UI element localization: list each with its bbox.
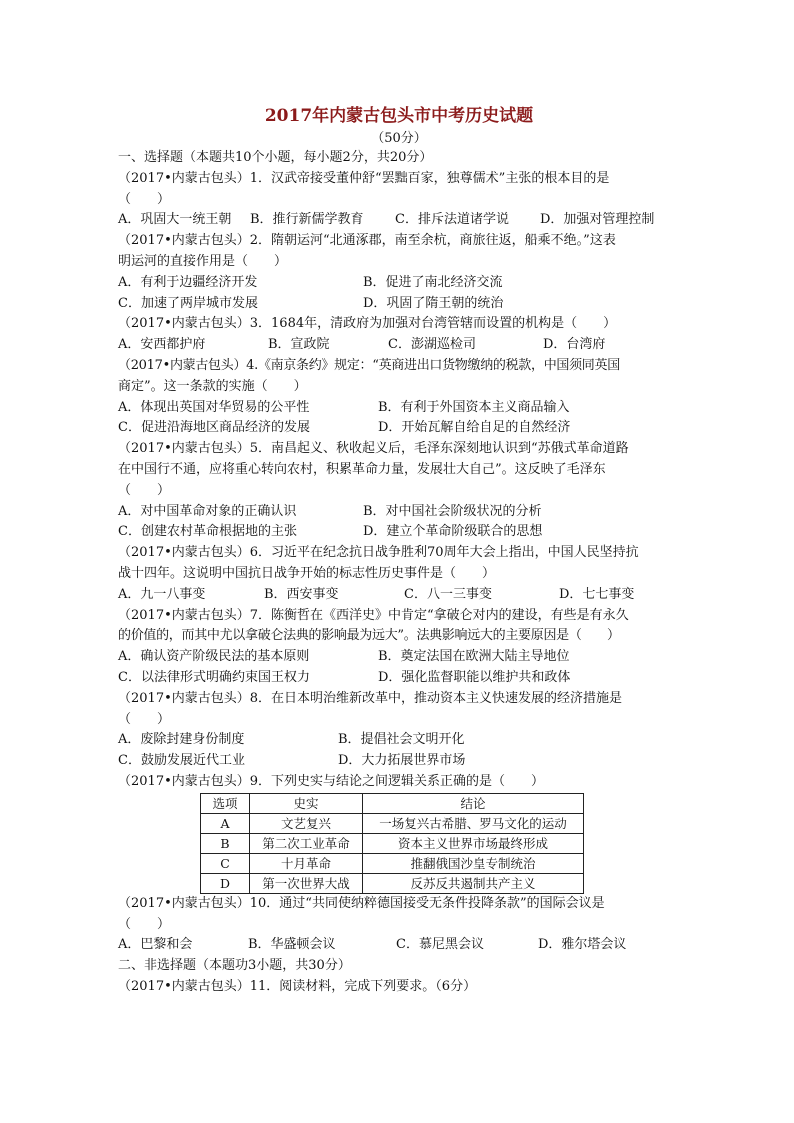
question-6-stem: （2017•内蒙古包头）6．习近平在纪念抗日战争胜利70周年大会上指出，中国人民坚持抗: [118, 545, 639, 561]
table-cell: 资本主义世界市场最终形成: [363, 833, 584, 853]
option-b: B．推行新儒学教育: [250, 212, 364, 228]
option-b: B．对中国社会阶级状况的分析: [363, 503, 542, 519]
question-11-stem: （2017•内蒙古包头）11．阅读材料，完成下列要求。（6分）: [118, 978, 477, 994]
section-heading: 一、选择题（本题共10个小题，每小题2分，共20分）: [118, 150, 433, 165]
option-a: A．巴黎和会: [118, 937, 193, 953]
option-d: D．开始瓦解自给自足的自然经济: [378, 420, 571, 436]
question-10-stem: （2017•内蒙古包头）10．通过“共同使纳粹德国接受无条件投降条款”的国际会议是: [118, 895, 605, 911]
question-2-options-row1: [118, 273, 680, 294]
option-c: C．创建农村革命根据地的主张: [118, 524, 297, 540]
table-row: [201, 813, 584, 833]
table-cell: 十月革命: [250, 853, 363, 873]
table-cell: 第二次工业革命: [250, 833, 363, 853]
question-5-options-row1: [118, 502, 680, 523]
question-5-stem: （2017•内蒙古包头）5．南昌起义、秋收起义后，毛泽东深刻地认识到“苏俄式革命道路: [118, 441, 629, 457]
option-c: C．加速了两岸城市发展: [118, 295, 258, 311]
question-7-stem: （2017•内蒙古包头）7．陈衡哲在《西洋史》中肯定“拿破仑对内的建设，有些是有永久: [118, 607, 629, 623]
option-d: D．大力拓展世界市场: [338, 753, 466, 769]
table-cell: 第一次世界大战: [250, 873, 363, 893]
question-7-options-row1: [118, 647, 680, 668]
question-4-options-row1: [118, 398, 680, 419]
option-a: A．对中国革命对象的正确认识: [118, 503, 297, 519]
section-heading: 二、非选择题（本题功3小题，共30分）: [118, 958, 351, 974]
option-a: A．确认资产阶级民法的基本原则: [118, 649, 310, 665]
question-9-stem: （2017•内蒙古包头）9．下列史实与结论之间逻辑关系正确的是（ ）: [118, 773, 545, 789]
option-b: B．华盛顿会议: [248, 937, 336, 953]
question-1-blank: （ ）: [118, 191, 171, 207]
question-8-options-row2: [118, 751, 680, 772]
option-d: D．加强对管理控制: [540, 212, 655, 228]
option-a: A．安西都护府: [118, 337, 206, 353]
option-d: D．台湾府: [543, 337, 606, 353]
option-a: A．废除封建身份制度: [118, 732, 245, 748]
option-c: C．鼓励发展近代工业: [118, 753, 245, 769]
question-4-stem-cont: 商定”。这一条款的实施（ ）: [118, 378, 307, 394]
table-cell: D: [201, 873, 250, 893]
question-5-stem-cont: 在中国行不通，应将重心转向农村，积累革命力量，发展壮大自己”。这反映了毛泽东: [118, 461, 606, 477]
table-row: [201, 833, 584, 853]
table-cell: 文艺复兴: [250, 813, 363, 833]
option-c: C．澎湖巡检司: [388, 337, 476, 353]
table-row: [201, 873, 584, 893]
exam-document: [118, 104, 680, 998]
question-5-blank: （ ）: [118, 482, 171, 498]
option-b: B．促进了南北经济交流: [363, 274, 503, 290]
option-c: C．慕尼黑会议: [396, 937, 484, 953]
question-2-stem-cont: 明运河的直接作用是（ ）: [118, 253, 288, 269]
question-8-options-row1: [118, 730, 680, 751]
question-10-blank: （ ）: [118, 916, 171, 932]
question-6-stem-cont: 战十四年。这说明中国抗日战争开始的标志性历史事件是（ ）: [118, 565, 496, 581]
option-b: B．奠定法国在欧洲大陆主导地位: [378, 649, 570, 665]
table-cell: 一场复兴古希腊、罗马文化的运动: [363, 813, 584, 833]
question-8-stem: （2017•内蒙古包头）8．在日本明治维新改革中，推动资本主义快速发展的经济措施是: [118, 690, 623, 706]
question-1-stem: （2017•内蒙古包头）1．汉武帝接受董仲舒“罢黜百家，独尊儒术”主张的根本目的是: [118, 170, 610, 186]
question-2-options-row2: [118, 294, 680, 315]
table-row: [201, 853, 584, 873]
question-8-blank: （ ）: [118, 711, 171, 727]
question-3-options: [118, 335, 680, 356]
table-cell: 推翻俄国沙皇专制统治: [363, 853, 584, 873]
question-3-stem: （2017•内蒙古包头）3．1684年，清政府为加强对台湾管辖而设置的机构是（ ）: [118, 316, 617, 332]
option-d: D．巩固了隋王朝的统治: [363, 295, 504, 311]
table-header-row: [201, 793, 584, 813]
option-d: D．七七事变: [559, 586, 635, 602]
option-b: B．提倡社会文明开化: [338, 732, 465, 748]
question-7-options-row2: [118, 668, 680, 689]
table-cell: 反苏反共遏制共产主义: [363, 873, 584, 893]
question-2-stem: （2017•内蒙古包头）2．隋朝运河“北通涿郡，南至余杭，商旅往返，船乘不绝。”这表: [118, 233, 616, 249]
option-b: B．有利于外国资本主义商品输入: [378, 399, 570, 415]
question-10-options: [118, 935, 680, 956]
table-header: 选项: [201, 793, 250, 813]
option-a: A．有利于边疆经济开发: [118, 274, 258, 290]
option-c: C．促进沿海地区商品经济的发展: [118, 420, 310, 436]
table-header: 结论: [363, 793, 584, 813]
option-b: B．宣政院: [268, 337, 330, 353]
table-header: 史实: [250, 793, 363, 813]
question-4-stem: （2017•内蒙古包头）4.《南京条约》规定：“英商进出口货物缴纳的税款，中国须同英国: [118, 357, 620, 373]
option-c: C．排斥法道诸学说: [395, 212, 509, 228]
option-b: B．西安事变: [264, 586, 339, 602]
option-d: D．建立个革命阶级联合的思想: [363, 524, 543, 540]
option-c: C．八一三事变: [404, 586, 492, 602]
question-6-options: [118, 585, 680, 606]
option-a: A．体现出英国对华贸易的公平性: [118, 399, 310, 415]
question-9-table: [200, 793, 584, 894]
table-cell: C: [201, 853, 250, 873]
question-1-options: [118, 210, 680, 231]
option-d: D．雅尔塔会议: [538, 937, 627, 953]
option-a: A．九一八事变: [118, 586, 206, 602]
option-c: C．以法律形式明确约束国王权力: [118, 669, 310, 685]
total-score: （50分）: [371, 131, 427, 146]
question-7-stem-cont: 的价值的，而其中尤以拿破仑法典的影响最为远大”。法典影响远大的主要原因是（ ）: [118, 628, 620, 644]
table-cell: A: [201, 813, 250, 833]
question-4-options-row2: [118, 418, 680, 439]
option-a: A．巩固大一统王朝: [118, 212, 232, 228]
table-cell: B: [201, 833, 250, 853]
page-title: 2017年内蒙古包头市中考历史试题: [264, 106, 534, 126]
question-5-options-row2: [118, 522, 680, 543]
option-d: D．强化监督职能以维护共和政体: [378, 669, 571, 685]
